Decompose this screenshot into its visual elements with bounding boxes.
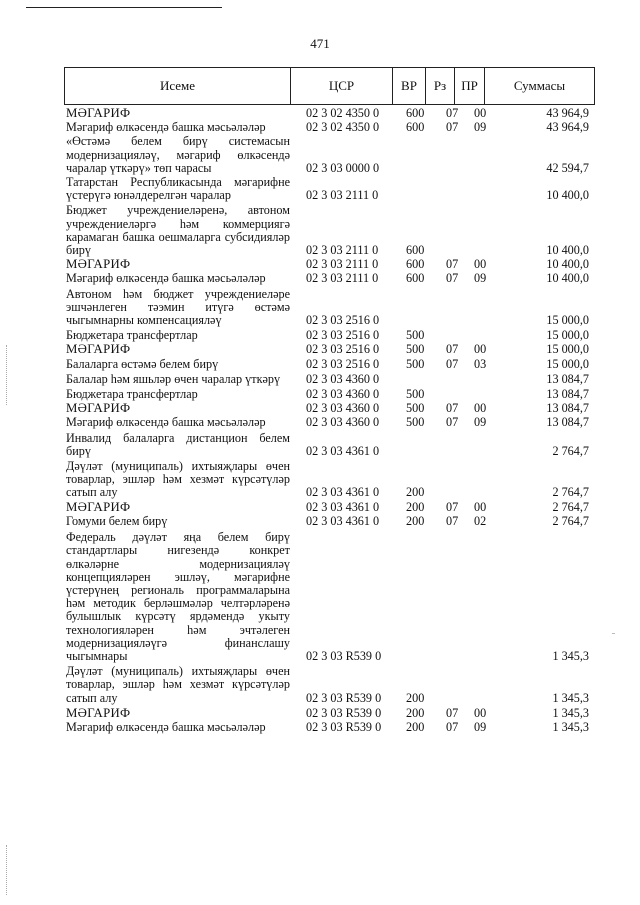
row-pr: 00 — [474, 342, 487, 357]
row-sum: 15 000,0 — [546, 328, 589, 343]
row-sum: 13 084,7 — [546, 387, 589, 402]
row-name: МӘГАРИФ — [66, 705, 131, 720]
table-row — [0, 531, 640, 663]
row-name: МӘГАРИФ — [66, 499, 131, 514]
row-vr: 500 — [406, 415, 425, 430]
row-sum: 1 345,3 — [552, 648, 589, 663]
row-vr: 600 — [406, 257, 425, 272]
row-csr: 02 3 03 2111 0 — [306, 188, 379, 203]
row-csr: 02 3 03 4361 0 — [306, 443, 380, 458]
row-sum: 2 764,7 — [552, 513, 589, 528]
row-vr: 600 — [406, 106, 425, 120]
row-sum: 42 594,7 — [546, 160, 589, 175]
row-csr: 02 3 03 4360 0 — [306, 387, 380, 402]
row-csr: 02 3 03 4360 0 — [306, 371, 380, 386]
row-vr: 500 — [406, 328, 425, 343]
table-row — [0, 501, 640, 514]
row-sum: 15 000,0 — [546, 313, 589, 328]
row-pr: 00 — [474, 106, 487, 120]
row-sum: 43 964,9 — [546, 120, 589, 135]
row-name: МӘГАРИФ — [66, 342, 131, 357]
table-row — [0, 665, 640, 705]
row-pr: 09 — [474, 415, 487, 430]
row-sum: 1 345,3 — [552, 705, 589, 720]
row-pr: 02 — [474, 513, 487, 528]
row-name: Бюджет учреждениеләренә, автоном учреждениеләргә һәм коммерциягә карамаган башка оешмаларга субсидияләр бирү — [66, 203, 290, 258]
table-row — [0, 432, 640, 458]
table-row — [0, 402, 640, 415]
table-row — [0, 135, 640, 175]
row-vr: 200 — [406, 690, 425, 705]
row-pr: 00 — [474, 257, 487, 272]
row-vr: 500 — [406, 342, 425, 357]
row-csr: 02 3 03 R539 0 — [306, 648, 382, 663]
row-csr: 02 3 03 2111 0 — [306, 271, 379, 286]
row-csr: 02 3 03 R539 0 — [306, 690, 382, 705]
header-vr: ВР — [393, 68, 426, 104]
row-name: Инвалид балаларга дистанцион белем бирү — [66, 430, 290, 458]
row-name: «Өстәмә белем бирү системасын модернизацияләү, мәгариф өлкәсендә чаралар үткәрү» төп чарасы — [66, 134, 290, 175]
row-pr: 00 — [474, 401, 487, 416]
row-rz: 07 — [446, 106, 459, 120]
table-body — [0, 107, 640, 734]
row-name: МӘГАРИФ — [66, 401, 131, 416]
row-csr: 02 3 03 2516 0 — [306, 328, 380, 343]
row-name: Гомуми белем бирү — [66, 513, 168, 528]
row-rz: 07 — [446, 401, 459, 416]
row-csr: 02 3 02 4350 0 — [306, 106, 380, 120]
top-rule — [26, 7, 222, 8]
table-row — [0, 721, 640, 734]
table-row — [0, 258, 640, 271]
row-vr: 200 — [406, 499, 425, 514]
row-sum: 15 000,0 — [546, 356, 589, 371]
row-csr: 02 3 03 R539 0 — [306, 719, 382, 734]
row-csr: 02 3 03 4361 0 — [306, 499, 380, 514]
row-vr: 500 — [406, 401, 425, 416]
row-vr: 500 — [406, 387, 425, 402]
header-rz: Рз — [426, 68, 455, 104]
header-pr: ПР — [455, 68, 485, 104]
header-csr: ЦСР — [291, 68, 393, 104]
row-csr: 02 3 02 4350 0 — [306, 120, 380, 135]
table-row — [0, 343, 640, 356]
row-vr: 200 — [406, 719, 425, 734]
row-vr: 600 — [406, 120, 425, 135]
row-csr: 02 3 03 R539 0 — [306, 705, 382, 720]
row-pr: 00 — [474, 499, 487, 514]
row-csr: 02 3 03 2516 0 — [306, 342, 380, 357]
table-row — [0, 176, 640, 202]
row-rz: 07 — [446, 271, 459, 286]
table-header — [64, 67, 595, 105]
table-row — [0, 121, 640, 134]
row-sum: 2 764,7 — [552, 443, 589, 458]
row-csr: 02 3 03 4361 0 — [306, 485, 380, 500]
row-sum: 1 345,3 — [552, 690, 589, 705]
table-row — [0, 388, 640, 401]
row-rz: 07 — [446, 356, 459, 371]
row-vr: 200 — [406, 485, 425, 500]
row-sum: 43 964,9 — [546, 106, 589, 120]
table-row — [0, 204, 640, 257]
row-name: Мәгариф өлкәсендә башка мәсьәләләр — [66, 719, 266, 734]
row-rz: 07 — [446, 120, 459, 135]
table-row — [0, 707, 640, 720]
row-name: Бюджетара трансфертлар — [66, 387, 198, 402]
row-sum: 13 084,7 — [546, 401, 589, 416]
row-name: Мәгариф өлкәсендә башка мәсьәләләр — [66, 415, 266, 430]
row-rz: 07 — [446, 513, 459, 528]
table-row — [0, 329, 640, 342]
row-pr: 03 — [474, 356, 487, 371]
row-name: Дәүләт (муниципаль) ихтыяҗлары өчен товарлар, эшләр һәм хезмәт күрсәтүләр сатып алу — [66, 664, 290, 705]
row-vr: 200 — [406, 513, 425, 528]
row-name: Мәгариф өлкәсендә башка мәсьәләләр — [66, 271, 266, 286]
row-name: Федераль дәүләт яңа белем бирү стандартлары нигезендә конкрет өлкәләрне модернизацияләү концепцияләрен эшләү, мәгарифне үстерүнең региональ программаларына һәм методик берләшмәләр челтәрләренә булышлык күрсәтү ярдәмендә укыту технологияләрен һәм эчтәлеген модернизацияләүгә финанслашу чыгымнары — [66, 530, 290, 663]
row-sum: 13 084,7 — [546, 371, 589, 386]
row-sum: 13 084,7 — [546, 415, 589, 430]
row-vr: 600 — [406, 243, 425, 258]
row-pr: 09 — [474, 719, 487, 734]
table-row — [0, 460, 640, 500]
row-csr: 02 3 03 4361 0 — [306, 513, 380, 528]
row-rz: 07 — [446, 415, 459, 430]
row-sum: 2 764,7 — [552, 499, 589, 514]
row-rz: 07 — [446, 257, 459, 272]
row-pr: 09 — [474, 120, 487, 135]
table-row — [0, 107, 640, 120]
row-name: Мәгариф өлкәсендә башка мәсьәләләр — [66, 120, 266, 135]
row-name: Балалар һәм яшьләр өчен чаралар үткәрү — [66, 371, 281, 386]
row-rz: 07 — [446, 719, 459, 734]
row-vr: 600 — [406, 271, 425, 286]
table-row — [0, 272, 640, 285]
row-vr: 200 — [406, 705, 425, 720]
row-rz: 07 — [446, 342, 459, 357]
row-csr: 02 3 03 2516 0 — [306, 356, 380, 371]
table-row — [0, 288, 640, 328]
row-csr: 02 3 03 4360 0 — [306, 415, 380, 430]
row-pr: 00 — [474, 705, 487, 720]
table-row — [0, 416, 640, 429]
row-name: МӘГАРИФ — [66, 106, 131, 120]
row-vr: 500 — [406, 356, 425, 371]
header-sum: Суммасы — [513, 78, 566, 93]
row-sum: 10 400,0 — [546, 257, 589, 272]
row-sum: 10 400,0 — [546, 271, 589, 286]
row-name: Балаларга өстәмә белем бирү — [66, 356, 219, 371]
row-rz: 07 — [446, 499, 459, 514]
table-row — [0, 373, 640, 386]
scan-mark — [6, 845, 8, 895]
row-csr: 02 3 03 2111 0 — [306, 257, 379, 272]
row-name: Татарстан Республикасында мәгарифне үстерүгә юнәлдерелгән чаралар — [66, 175, 290, 203]
row-sum: 10 400,0 — [546, 188, 589, 203]
table-row — [0, 515, 640, 528]
page-number: 471 — [310, 36, 330, 51]
row-name: МӘГАРИФ — [66, 257, 131, 272]
row-csr: 02 3 03 2516 0 — [306, 313, 380, 328]
row-name: Дәүләт (муниципаль) ихтыяҗлары өчен товарлар, эшләр һәм хезмәт күрсәтүләр сатып алу — [66, 459, 290, 500]
row-name: Бюджетара трансфертлар — [66, 328, 198, 343]
row-sum: 2 764,7 — [552, 485, 589, 500]
header-name: Исеме — [65, 68, 291, 104]
row-sum: 1 345,3 — [552, 719, 589, 734]
table-row — [0, 358, 640, 371]
row-pr: 09 — [474, 271, 487, 286]
row-name: Автоном һәм бюджет учреждениеләре эшчәнлеген тәэмин итүгә өстәмә чыгымнарны компенсацияләү — [66, 286, 290, 328]
row-csr: 02 3 03 0000 0 — [306, 160, 380, 175]
row-sum: 10 400,0 — [546, 243, 589, 258]
row-csr: 02 3 03 4360 0 — [306, 401, 380, 416]
row-csr: 02 3 03 2111 0 — [306, 243, 379, 258]
row-rz: 07 — [446, 705, 459, 720]
row-sum: 15 000,0 — [546, 342, 589, 357]
